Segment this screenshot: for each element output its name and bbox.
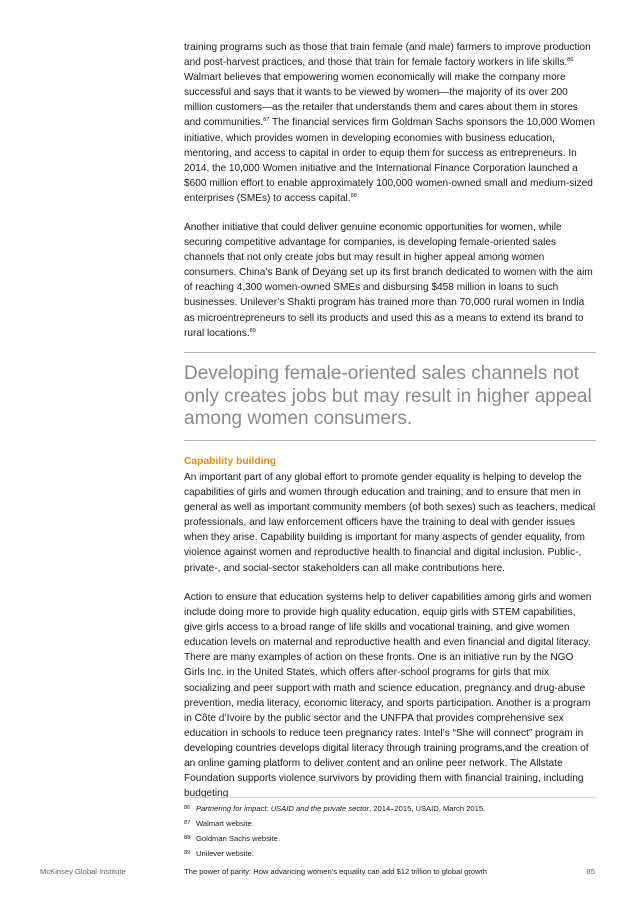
footnote-text: Goldman Sachs website. — [196, 834, 280, 843]
body-paragraph-1 — [184, 40, 596, 206]
footer-publisher: McKinsey Global Institute — [40, 867, 126, 876]
body-paragraph-3 — [184, 470, 596, 576]
paragraph-text: Another initiative that could deliver genuine economic opportunities for women, while securing competitive advantage for companies, is developing female-oriented sales channels that not only create jobs but may result in higher appeal among women consumers. China’s Bank of Deyang set up its first branch dedicated to women with the aim of reaching 4,300 women-owned SMEs and disbursing $458 million in loans to such businesses. Unilever’s Shakti program has trained more than 70,000 rural women in India as microentrepreneurs to sell its products and used this as a means to extend its brand to rural locations. — [184, 222, 593, 339]
footnote — [184, 803, 485, 814]
footer-report-title: The power of parity: How advancing women’s equality can add $12 trillion to global growth — [184, 867, 487, 876]
footnote-reference[interactable]: 88 — [350, 192, 357, 199]
footnote — [184, 818, 254, 829]
footnote-reference[interactable]: 86 — [567, 57, 574, 64]
pullquote-bottom-rule — [184, 440, 596, 441]
page-number: 85 — [586, 867, 595, 876]
footnote-rule — [184, 797, 596, 798]
footnote — [184, 848, 254, 859]
footnote-number: 89 — [184, 850, 191, 856]
paragraph-text: training programs such as those that train female (and male) farmers to improve production and post-harvest practices, and those that train for female factory workers in life skills. — [184, 42, 591, 69]
footnote — [184, 833, 280, 844]
pullquote-top-rule — [184, 352, 596, 353]
footnote-text: Walmart website. — [196, 819, 254, 828]
body-paragraph-2 — [184, 220, 596, 341]
paragraph-text: The financial services firm Goldman Sachs sponsors the 10,000 Women initiative, which provides women in developing economies with business education, mentoring, and access to capital in order to equip them for success as entrepreneurs. In 2014, the 10,000 Women initiative and the International Finance Corporation launched a $600 million effort to enable approximately 100,000 women-owned small and medium-sized enterprises (SMEs) to access capital. — [184, 117, 595, 204]
paragraph-text: An important part of any global effort to promote gender equality is helping to develop the capabilities of girls and women through education and training, and to ensure that men in general as well as important community members (of both sexes) such as teachers, medical professionals, and law enforcement officers have the training to deal with gender issues when they arise. Capability building is important for many aspects of gender equality, from violence against women and reproductive health to financial and digital inclusion. Public-, private-, and social-sector stakeholders can all make contributions here. — [184, 472, 596, 574]
pullquote: Developing female-oriented sales channels not only creates jobs but may result in higher appeal among women consumers. — [184, 363, 592, 429]
footnote-number: 88 — [184, 835, 191, 841]
section-heading: Capability building — [184, 456, 277, 467]
footnote-italic-title: Partnering for impact: USAID and the private sector — [196, 804, 370, 813]
paragraph-text: Walmart believes that empowering women economically will make the company more successful and says that it wants to be viewed by women—the majority of its over 200 million customers—as the retailer that understands them and cares about them in stores and communities. — [184, 72, 578, 129]
footnote-text: Unilever website. — [196, 849, 254, 858]
paragraph-text: Action to ensure that education systems help to deliver capabilities among girls and women include doing more to provide high quality education, equip girls with STEM capabilities, give girls access to a broad range of life skills and vocational training, and give women education levels on maternal and reproductive health and even financial and digital literacy. There are many examples of action on these fronts. One is an initiative run by the NGO Girls Inc. in the United States, which offers after-school programs for girls that mix socializing and peer support with math and science education, pregnancy and drug-abuse prevention, media literacy, economic literacy, and sports participation. Another is a program in Côte d’Ivoire by the public sector and the UNFPA that provides comprehensive sex education in schools to reduce teen pregnancy rates. Intel’s “She will connect” program in developing countries develops digital literacy through training programs,and the creation of an online gaming platform to deliver content and an online peer network. The Allstate Foundation supports violence survivors by providing them with financial training, including budgeting — [184, 592, 592, 800]
footnote-text: , 2014–2015, USAID, March 2015. — [369, 804, 486, 813]
footnote-reference[interactable]: 89 — [249, 327, 256, 334]
body-paragraph-4 — [184, 590, 596, 801]
footnote-number: 86 — [184, 805, 191, 811]
footnote-number: 87 — [184, 820, 191, 826]
footnote-reference[interactable]: 87 — [263, 117, 270, 124]
